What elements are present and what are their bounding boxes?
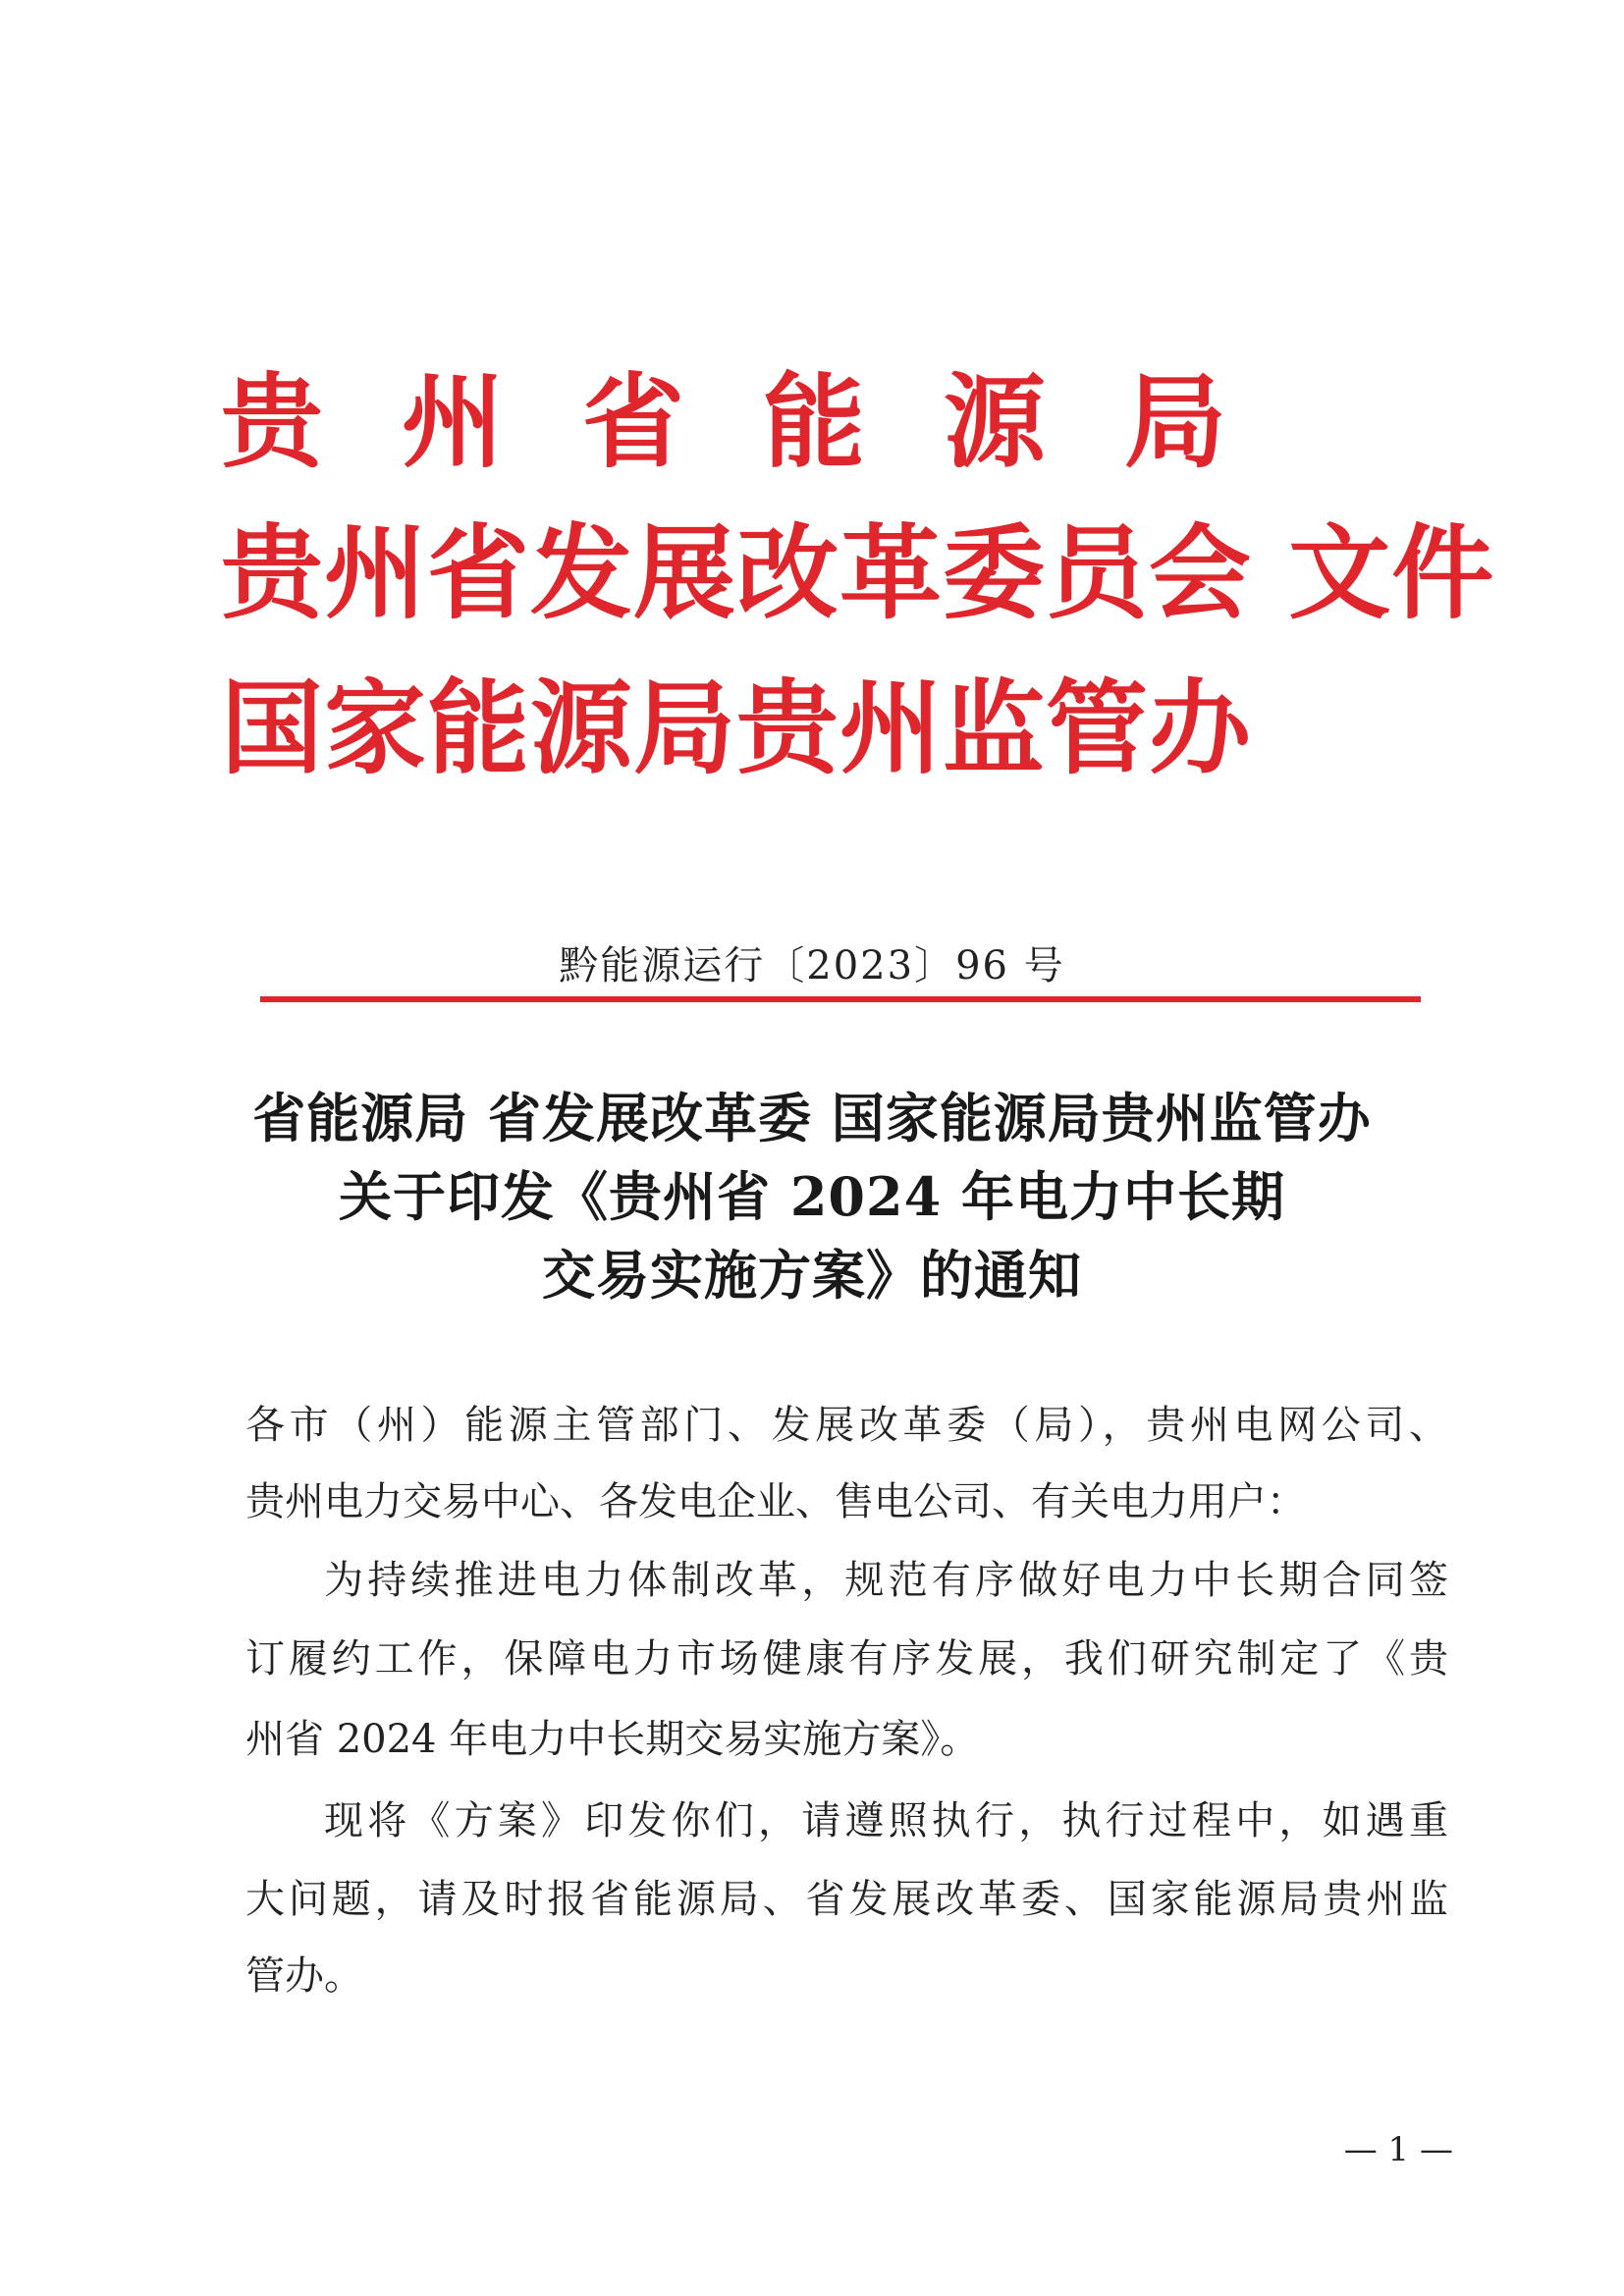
page-number: — 1 — [1343, 2130, 1453, 2169]
paragraph-2-line-3: 管办。 [245, 1953, 363, 1999]
paragraph-1-line-2: 订履约工作，保障电力市场健康有序发展，我们研究制定了《贵 [245, 1636, 1448, 1682]
issuer-header-line-2: 贵州省发展改革委员会 文件 [221, 512, 1495, 633]
paragraph-2-line-2: 大问题，请及时报省能源局、省发展改革委、国家能源局贵州监 [245, 1877, 1448, 1922]
document-title-line-1: 省能源局 省发展改革委 国家能源局贵州监管办 [252, 1087, 1372, 1149]
issuer-header-line-3: 国家能源局贵州监管办 [221, 667, 1253, 788]
document-title-line-3: 交易实施方案》的通知 [542, 1244, 1082, 1307]
paragraph-1-line-3: 州省 2024 年电力中长期交易实施方案》。 [245, 1717, 980, 1762]
issuer-header-line-1: 贵州省能源局 [221, 361, 1306, 482]
document-number: 黔能源运行〔2023〕96 号 [559, 943, 1065, 988]
paragraph-2-line-1: 现将《方案》印发你们，请遵照执行，执行过程中，如遇重 [324, 1798, 1448, 1843]
document-title-line-2: 关于印发《贵州省 2024 年电力中长期 [339, 1165, 1285, 1228]
red-separator-rule [260, 996, 1421, 1002]
paragraph-1-line-1: 为持续推进电力体制改革，规范有序做好电力中长期合同签 [324, 1558, 1448, 1603]
addressee-line-2: 贵州电力交易中心、各发电企业、售电公司、有关电力用户： [245, 1479, 1306, 1524]
addressee-line-1: 各市（州）能源主管部门、发展改革委（局），贵州电网公司、 [245, 1403, 1448, 1448]
